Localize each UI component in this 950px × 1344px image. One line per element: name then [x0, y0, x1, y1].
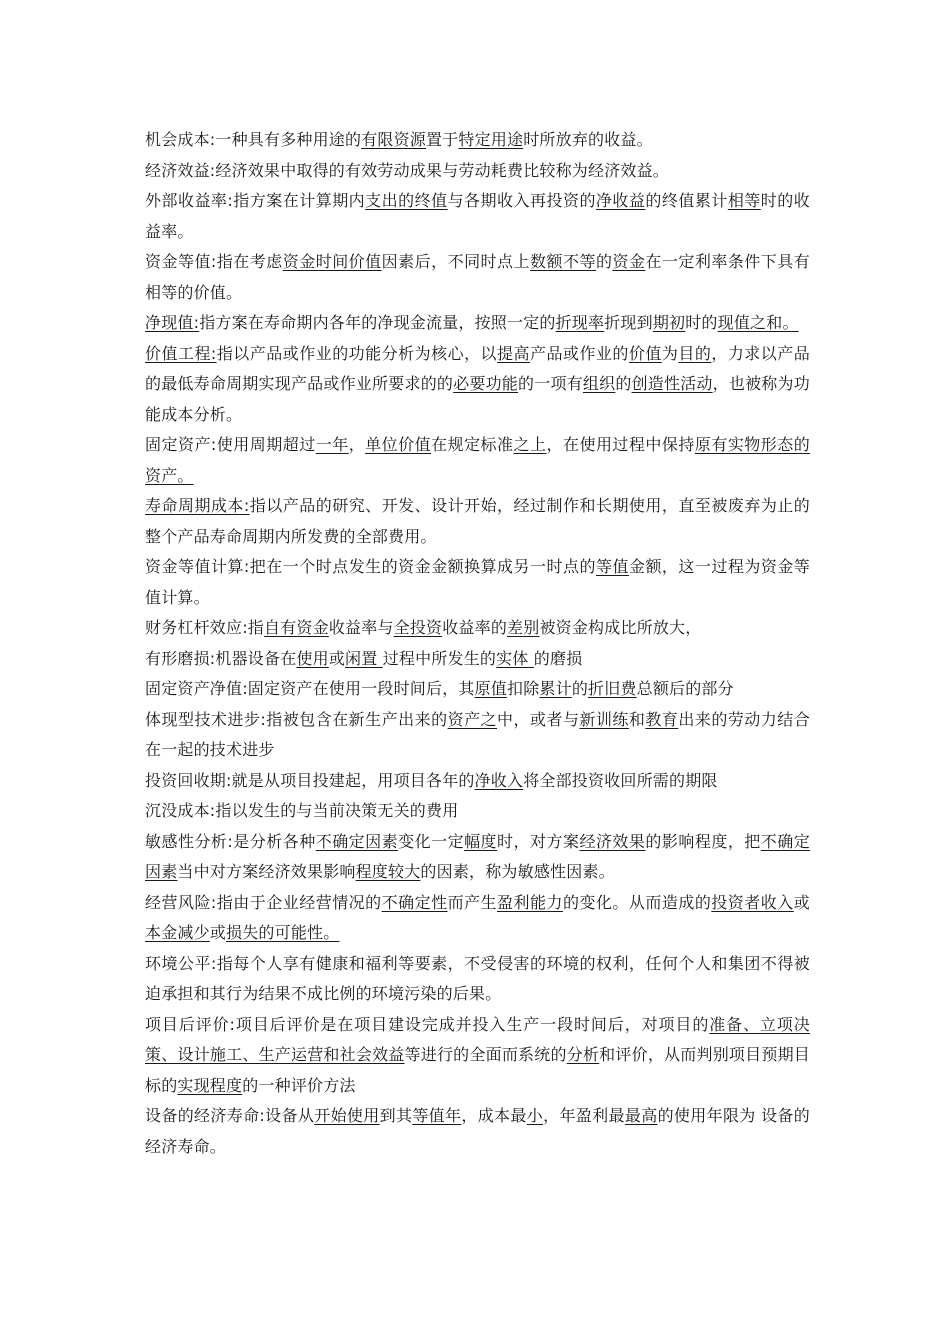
entry-text: 变化一定	[398, 831, 465, 851]
underlined-term: 等值	[595, 557, 629, 576]
entry-text: 被资金构成比所放大，	[539, 618, 702, 637]
underlined-term: 经济效果	[579, 831, 646, 851]
underlined-term: 本金减少	[145, 923, 210, 942]
underlined-term: 资金	[612, 252, 646, 271]
entry-text: 的因素，称为敏感性因素。	[420, 862, 615, 881]
entry-text: 沉没成本:指以发生的与当前决策无关的费用	[145, 801, 459, 820]
underlined-term: 准备、立项决策、设计施工、生产运营和社会效益	[145, 1014, 810, 1064]
entry-text: 有形磨损:机器设备在	[145, 648, 297, 668]
entry-text: 资金等值计算:把在一个时点发生的资金金额换算成另一时点的	[145, 557, 596, 576]
entry-text: 当中对方案经济效果影响	[177, 862, 356, 881]
underlined-term: 幅度	[464, 831, 498, 851]
entry-text: ，也被称为功能成本分析。	[145, 374, 810, 424]
underlined-term: 等值年	[412, 1106, 462, 1125]
entry-text: 敏感性分析:是分析各种	[145, 831, 316, 851]
entry-text: 经营风险:指由于企业经营情况的	[145, 892, 382, 912]
underlined-term: 最高	[624, 1106, 658, 1125]
underlined-term: 相等	[727, 191, 761, 210]
underlined-term: 净现值:	[145, 313, 200, 332]
entry-text: 时的	[685, 313, 718, 332]
underlined-term: 不确定因素	[315, 831, 399, 851]
underlined-term: 资产之	[447, 709, 498, 729]
entry-text: 出来的劳动力结合在一起的技术进步	[145, 709, 810, 759]
entry-text: 收益率的	[442, 618, 508, 637]
entry-text: 的	[595, 252, 613, 271]
entry-text: 资金等值:指在考虑	[145, 252, 283, 271]
entry-text: ，成本最	[461, 1106, 527, 1125]
entry-text: 固定资产净值:固定资产在使用一段时间后，其	[145, 679, 475, 698]
entry-text: 机会成本:一种具有多种用途的	[145, 130, 362, 149]
underlined-term: 程度较大	[355, 862, 421, 881]
underlined-term: 原有实物形态的资产。	[145, 435, 810, 485]
glossary-entry	[145, 491, 810, 552]
underlined-term: 折现率	[555, 313, 605, 332]
glossary-entry	[145, 613, 810, 644]
underlined-term: 净收入	[474, 770, 524, 790]
underlined-term: 投资者收入	[711, 892, 794, 912]
glossary-entry	[145, 705, 810, 766]
underlined-term: 有限资源	[361, 130, 427, 149]
entry-text: 时的收益率。	[145, 191, 810, 241]
glossary-entry	[145, 308, 810, 339]
entry-text: 产品或作业的	[530, 343, 629, 363]
entry-text: 折现到	[604, 313, 653, 332]
underlined-term: 累计	[539, 679, 572, 698]
glossary-entry	[145, 827, 810, 888]
entry-text: 总额后的部分	[636, 679, 734, 698]
entry-text: 指以产品或作业的功能分析为核心，以	[216, 343, 498, 363]
underlined-term: 折旧费	[588, 679, 637, 698]
entry-text: 和	[628, 709, 646, 729]
entry-text: ，力求以产品的最低寿命周期实现产品或作业所要求的的	[145, 343, 810, 393]
underlined-term: 期初	[652, 313, 686, 332]
entry-text: 外部收益率:指方案在计算期内	[145, 191, 366, 210]
entry-text: ，	[348, 435, 366, 454]
entry-text: 投资回收期:就是从项目投建起，用项目各年的	[145, 770, 475, 790]
underlined-term: 开始使用	[314, 1106, 380, 1125]
glossary-entry	[145, 430, 810, 491]
underlined-term: 实现程度	[177, 1075, 243, 1095]
underlined-term: 不确定性	[381, 892, 448, 912]
entry-text: ，年盈利最	[543, 1106, 625, 1125]
glossary-entry	[145, 247, 810, 308]
underlined-term: 现值之和。	[717, 313, 799, 332]
underlined-term: 价值	[628, 343, 662, 363]
glossary-entry	[145, 1010, 810, 1102]
entry-text: 时，对方案	[497, 831, 580, 851]
entry-text: 设备的经济寿命:设备从	[145, 1106, 315, 1125]
underlined-term: 单位价值	[365, 435, 432, 454]
glossary-entry	[145, 949, 810, 1010]
entry-text: 的	[571, 679, 589, 698]
underlined-term: 净收益	[595, 191, 646, 210]
underlined-term: 全投资	[393, 618, 443, 637]
entry-text: 到其	[379, 1106, 413, 1125]
entry-text: 财务杠杆效应:指	[145, 618, 264, 637]
glossary-entry	[145, 125, 810, 156]
entry-text: 的一项有	[518, 374, 583, 393]
entry-text: 而产生	[447, 892, 498, 912]
glossary-entry	[145, 674, 810, 705]
entry-text: 因素后，不同时点上	[381, 252, 531, 271]
glossary-entry	[145, 552, 810, 613]
entry-text: 或	[793, 892, 810, 912]
underlined-term: 分析	[566, 1045, 600, 1064]
underlined-term: 数额不等	[530, 252, 596, 271]
entry-text: 体现型技术进步:指被包含在新生产出来的	[145, 709, 448, 729]
entry-text: 或	[209, 923, 227, 942]
entry-text: 金额，这一过程为资金等值计算。	[145, 557, 811, 607]
entry-text: 将全部投资收回所需的期限	[523, 770, 718, 790]
entry-text: 等进行的全面而系统的	[404, 1045, 567, 1064]
underlined-term: 损失的可能性。	[226, 923, 340, 942]
entry-text: 项目后评价:项目后评价是在项目建设完成并投入生产一段时间后，对项目的	[145, 1014, 710, 1034]
glossary-entry	[145, 339, 810, 431]
entry-text: 指方案在寿命期内各年的净现金流量，按照一定的	[199, 313, 556, 332]
underlined-term: 小	[526, 1106, 544, 1125]
underlined-term: 必要功能	[453, 374, 519, 393]
glossary-entry	[145, 888, 810, 949]
entry-text: 的使用年限为 设备的经济寿命。	[145, 1106, 810, 1156]
underlined-term: 教育	[645, 709, 679, 729]
entry-text: 在规定标准	[431, 435, 514, 454]
entry-text: 和评价，从而判别项目预期目标的	[145, 1045, 811, 1095]
underlined-term: 创造性活动	[631, 374, 713, 393]
entry-text: 经济效益:经济效果中取得的有效劳动成果与劳动耗费比较称为经济效益。	[145, 160, 669, 180]
entry-text: 过程中所发生的	[382, 648, 497, 668]
entry-text: 环境公平:指每个人享有健康和福利等要素，不受侵害的环境的权利，任何个人和集团不得被迫承担和其行为结果不成比例的环境污染的后果。	[145, 953, 810, 1003]
entry-text: 的磨损	[533, 648, 583, 668]
glossary-entry	[145, 1101, 810, 1162]
underlined-term: 组织	[582, 374, 616, 393]
entry-text: 的影响程度，把	[645, 831, 761, 851]
glossary-entry	[145, 796, 810, 827]
underlined-term: 使用	[296, 648, 329, 668]
document-page	[145, 125, 810, 1162]
entry-text: 时所放弃的收益。	[523, 130, 653, 149]
glossary-entry	[145, 186, 810, 247]
entry-text: 的终值累计	[645, 191, 728, 210]
entry-text: 在一定利率条件下具有相等的价值。	[145, 252, 810, 302]
underlined-term: 提高	[497, 343, 531, 363]
underlined-term: 特定用途	[458, 130, 524, 149]
underlined-term: 原值	[474, 679, 507, 698]
glossary-entry	[145, 156, 810, 187]
entry-text: 扣除	[507, 679, 540, 698]
underlined-term: 自有资金	[264, 618, 329, 637]
entry-text: 指以产品的研究、开发、设计开始，经过制作和长期使用，直至被废弃为止的整个产品寿命周期内所发费的全部费用。	[145, 496, 810, 546]
underlined-term: 差别	[507, 618, 540, 637]
entry-text: 或	[328, 648, 346, 668]
underlined-term: 资金时间价值	[282, 252, 382, 271]
entry-text: ，在使用过程中保持	[546, 435, 695, 454]
entry-text: 中，或者与	[497, 709, 580, 729]
entry-text: 的一种评价方法	[242, 1075, 356, 1095]
glossary-entry	[145, 644, 810, 675]
underlined-term: 不确定因素	[145, 831, 810, 881]
underlined-term: 之上	[513, 435, 547, 454]
underlined-term: 支出的终值	[365, 191, 448, 210]
entry-text: 为	[661, 343, 679, 363]
entry-text: 置于	[426, 130, 459, 149]
underlined-term: 一年	[315, 435, 349, 454]
entry-text: 收益率与	[328, 618, 394, 637]
entry-text: 的变化。从而造成的	[562, 892, 712, 912]
entry-text: 的	[615, 374, 632, 393]
underlined-term: 新训练	[579, 709, 629, 729]
underlined-term: 价值工程:	[145, 343, 217, 363]
underlined-term: 盈利能力	[497, 892, 563, 912]
glossary-entry	[145, 766, 810, 797]
underlined-term: 闲置	[345, 648, 383, 668]
underlined-term: 目的	[678, 343, 712, 363]
entry-text: 与各期收入再投资的	[447, 191, 596, 210]
entry-text: 固定资产:使用周期超过	[145, 435, 316, 454]
underlined-term: 寿命周期成本:	[145, 496, 250, 515]
underlined-term: 实体	[496, 648, 534, 668]
